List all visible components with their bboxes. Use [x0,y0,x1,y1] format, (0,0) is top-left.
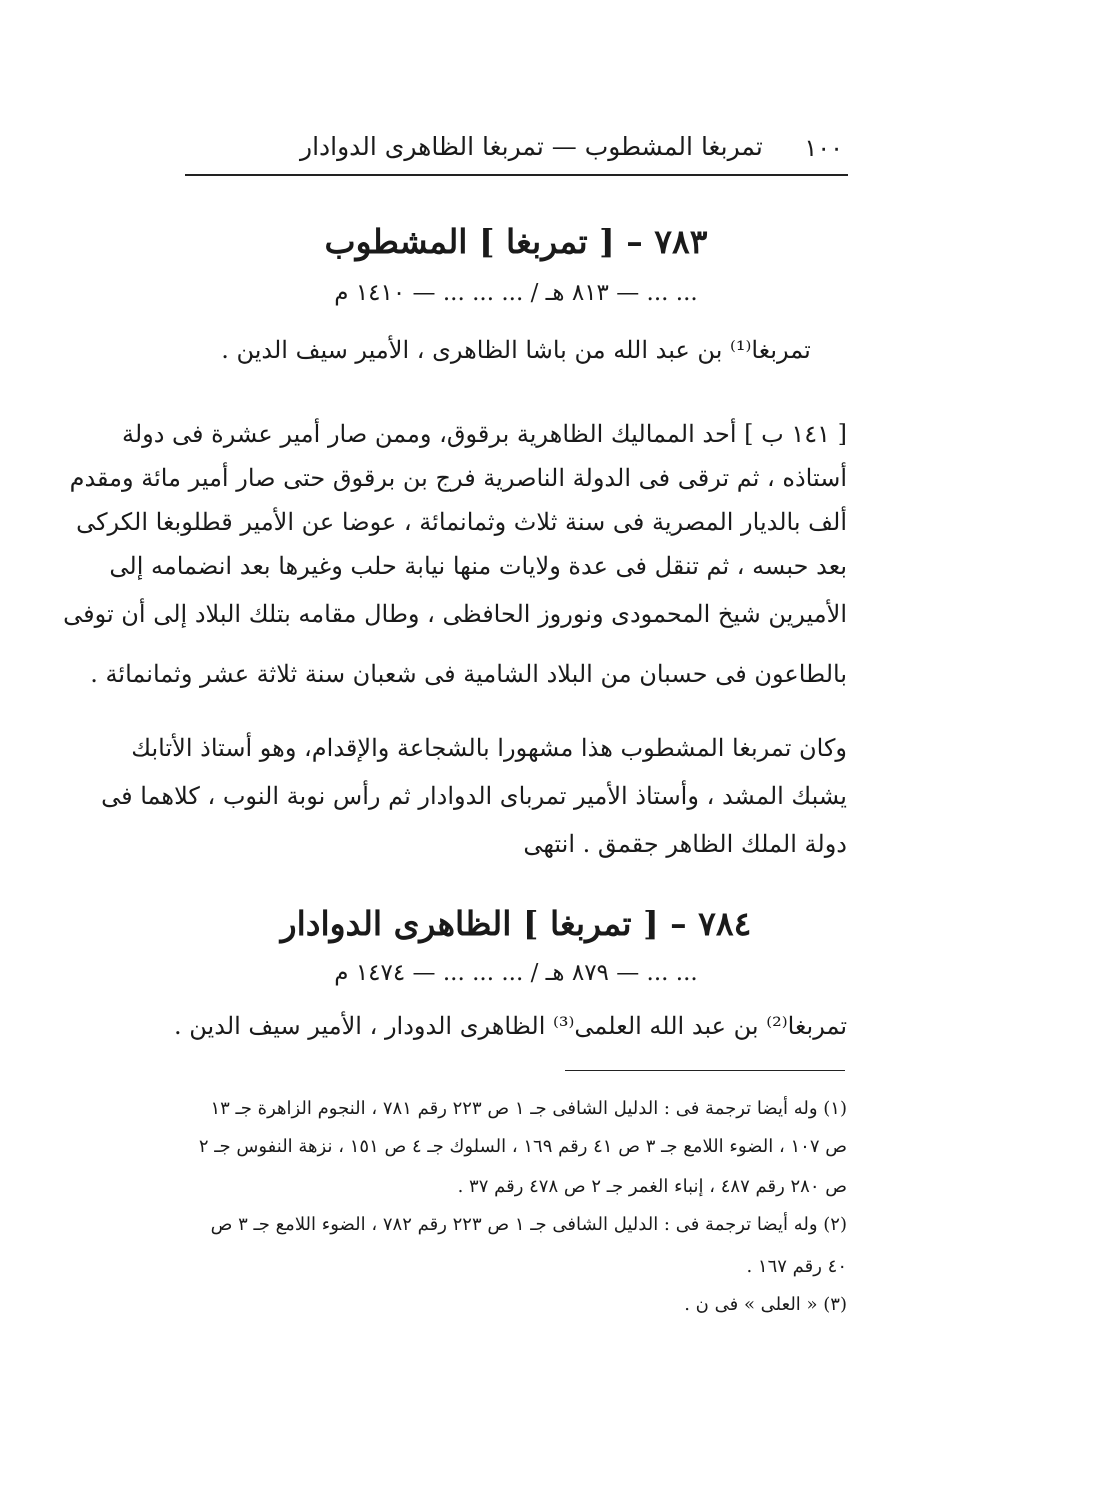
running-title: تمربغا المشطوب — تمربغا الظاهرى الدوادار [300,132,763,161]
entry-783-name: تمربغا⁽¹⁾ بن عبد الله من باشا الظاهرى ، الأمير سيف الدين . [221,336,811,364]
body-line: ألف بالديار المصرية فى سنة ثلاث وثمانمائة ، عوضا عن الأمير قطلوبغا الكركى [76,508,847,536]
body-line: وكان تمربغا المشطوب هذا مشهورا بالشجاعة والإقدام، وهو أستاذ الأتابك [131,734,847,762]
footnote-line: ٤٠ رقم ١٦٧ . [746,1256,847,1277]
entry-784-dates: ... ... — ٨٧٩ هـ / ... ... ... — ١٤٧٤ م [334,960,698,986]
footnote-line: (٢) وله أيضا ترجمة فى : الدليل الشافى جـ ١ ص ٢٢٣ رقم ٧٨٢ ، الضوء اللامع جـ ٣ ص [210,1214,847,1235]
footnote-line: ص ١٠٧ ، الضوء اللامع جـ ٣ ص ٤١ رقم ١٦٩ ، السلوك جـ ٤ ص ١٥١ ، نزهة النفوس جـ ٢ [198,1136,847,1157]
entry-783-dates: ... ... — ٨١٣ هـ / ... ... ... — ١٤١٠ م [334,280,698,306]
body-line: دولة الملك الظاهر جقمق . انتهى [523,830,847,858]
body-line: يشبك المشد ، وأستاذ الأمير تمرباى الدوادار ثم رأس نوبة النوب ، كلاهما فى [101,782,847,810]
header-rule [185,174,848,176]
footnote-line: (١) وله أيضا ترجمة فى : الدليل الشافى جـ ١ ص ٢٢٣ رقم ٧٨١ ، النجوم الزاهرة جـ ١٣ [210,1098,847,1119]
entry-784-name: تمربغا⁽²⁾ بن عبد الله العلمى⁽³⁾ الظاهرى الدودار ، الأمير سيف الدين . [174,1012,847,1040]
page-header [185,128,847,170]
entry-783-title: ٧٨٣ – [ تمربغا ] المشطوب [324,222,708,261]
footnote-rule [565,1070,845,1071]
body-line: [ ١٤١ ب ] أحد المماليك الظاهرية برقوق، وممن صار أمير عشرة فى دولة [121,420,847,448]
footnote-line: ص ٢٨٠ رقم ٤٨٧ ، إنباء الغمر جـ ٢ ص ٤٧٨ رقم ٣٧ . [457,1176,847,1197]
body-line: بعد حبسه ، ثم تنقل فى عدة ولايات منها نيابة حلب وغيرها بعد انضمامه إلى [109,552,847,580]
entry-784-title: ٧٨٤ – [ تمربغا ] الظاهرى الدوادار [280,904,752,943]
body-line: الأميرين شيخ المحمودى ونوروز الحافظى ، وطال مقامه بتلك البلاد إلى أن توفى [63,600,847,628]
page-number: ١٠٠ [804,134,843,162]
body-line: بالطاعون فى حسبان من البلاد الشامية فى شعبان سنة ثلاثة عشر وثمانمائة . [90,660,847,688]
body-line: أستاذه ، ثم ترقى فى الدولة الناصرية فرج بن برقوق حتى صار أمير مائة ومقدم [69,464,847,492]
footnote-line: (٣) « العلى » فى ن . [684,1294,847,1315]
